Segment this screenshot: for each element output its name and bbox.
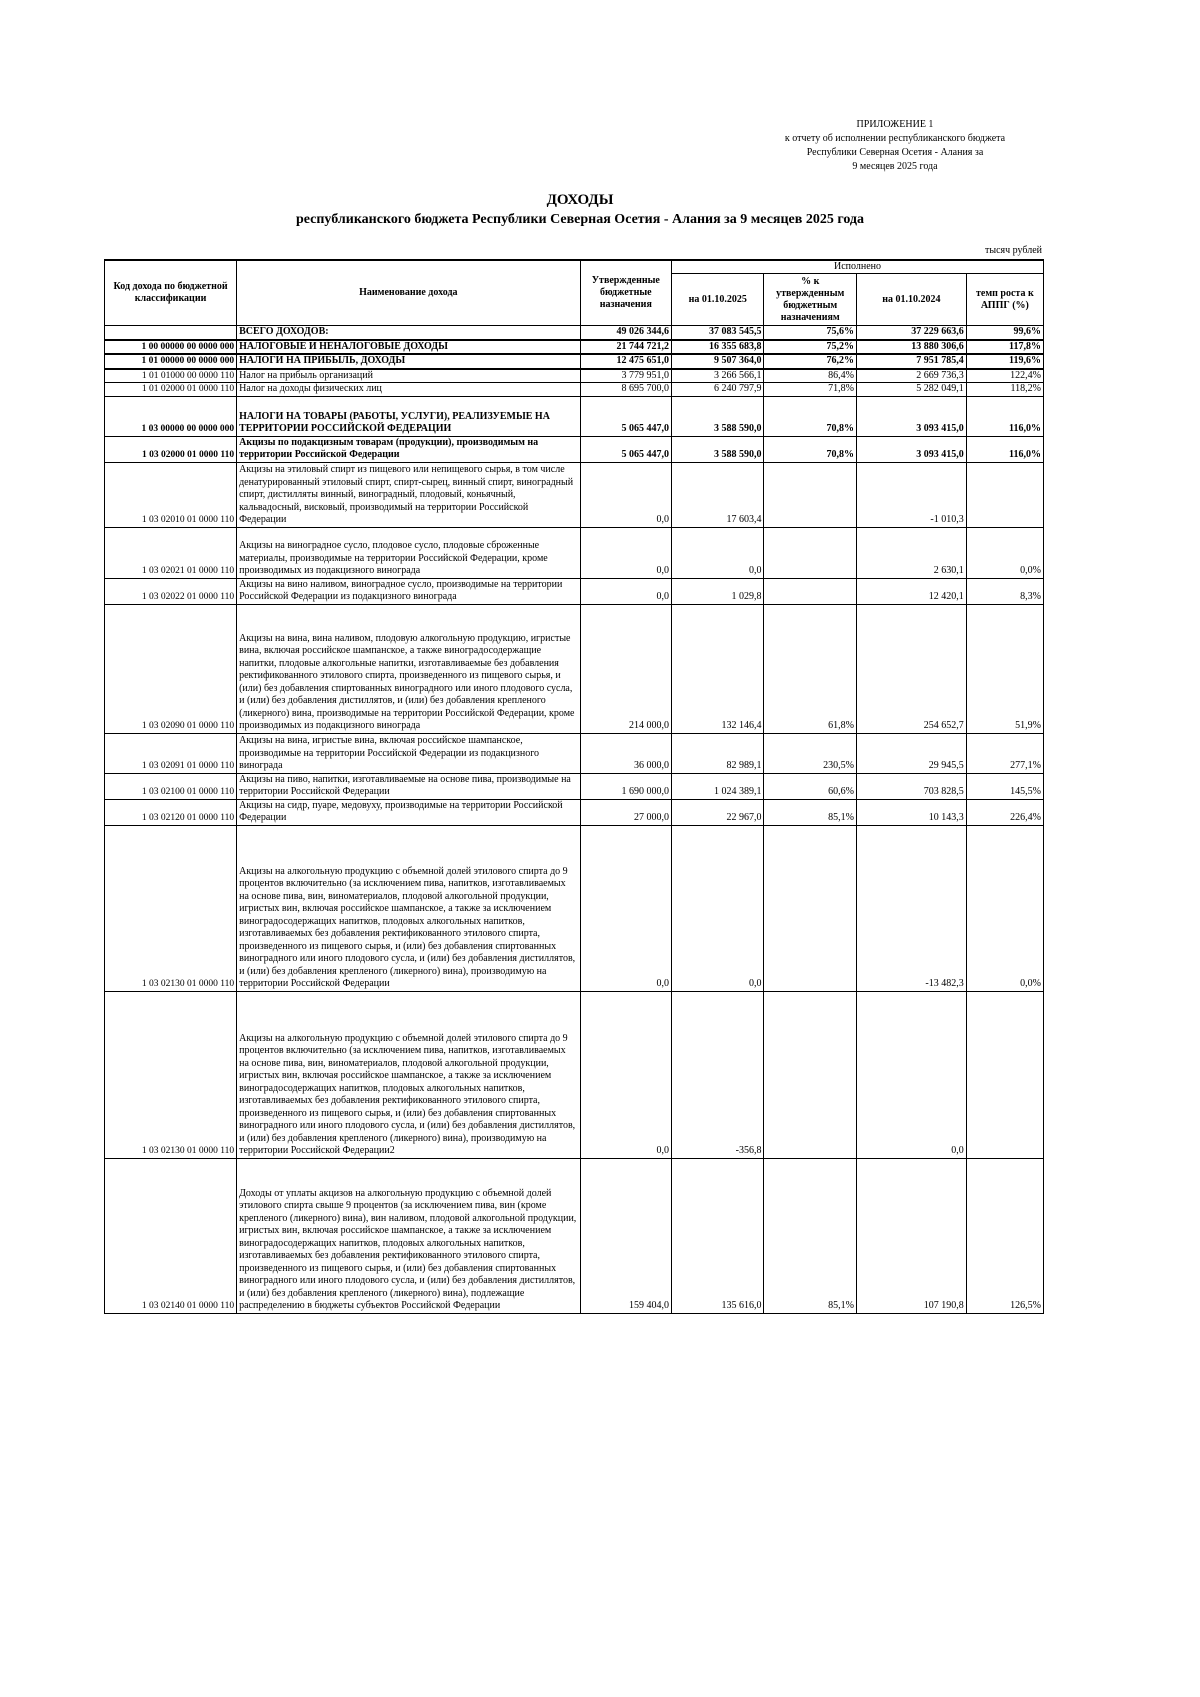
executed-2025-cell: 82 989,1 [672,733,764,773]
table-row [105,436,1044,462]
code-cell: 1 03 02090 01 0000 110 [105,604,237,733]
executed-2024-cell: 3 093 415,0 [856,436,966,462]
name-cell: НАЛОГИ НА ПРИБЫЛЬ, ДОХОДЫ [237,354,580,369]
executed-2025-cell: 1 029,8 [672,578,764,604]
percent-cell [764,991,856,1158]
executed-2024-cell: 37 229 663,6 [856,326,966,340]
percent-cell [764,825,856,991]
growth-cell: 126,5% [966,1158,1043,1313]
approved-cell: 0,0 [580,991,671,1158]
code-cell: 1 03 02120 01 0000 110 [105,799,237,825]
executed-2024-cell: 7 951 785,4 [856,354,966,369]
percent-cell: 76,2% [764,354,856,369]
executed-2024-cell: 10 143,3 [856,799,966,825]
table-row [105,733,1044,773]
table-row [105,340,1044,355]
revenue-table [104,259,1044,1314]
name-cell: Акцизы на этиловый спирт из пищевого или непищевого сырья, в том числе денатурированный этиловый спирт, спирт-сырец, винный спирт, виноградный спирт, дистилляты винный, виноградный, плодовый, коньячный, кальвадосный, висковый, производимый на территории Российской Федерации [237,462,580,527]
executed-2025-cell: 1 024 389,1 [672,773,764,799]
table-header [105,260,1044,326]
code-cell: 1 01 01000 00 0000 110 [105,369,237,383]
growth-cell [966,462,1043,527]
approved-cell: 0,0 [580,825,671,991]
title-main: ДОХОДЫ [546,192,614,208]
percent-cell: 75,2% [764,340,856,355]
executed-2024-cell: 29 945,5 [856,733,966,773]
executed-2025-cell: 16 355 683,8 [672,340,764,355]
growth-cell: 145,5% [966,773,1043,799]
executed-2025-cell: 22 967,0 [672,799,764,825]
executed-2025-cell: 0,0 [672,825,764,991]
executed-2025-cell: 6 240 797,9 [672,383,764,397]
executed-2025-cell: 17 603,4 [672,462,764,527]
growth-cell: 119,6% [966,354,1043,369]
approved-cell: 5 065 447,0 [580,396,671,436]
percent-cell: 61,8% [764,604,856,733]
executed-2024-cell: 107 190,8 [856,1158,966,1313]
growth-cell: 226,4% [966,799,1043,825]
executed-2025-cell: 135 616,0 [672,1158,764,1313]
growth-cell: 0,0% [966,825,1043,991]
growth-cell: 8,3% [966,578,1043,604]
executed-2024-cell: 2 669 736,3 [856,369,966,383]
name-cell: Налог на прибыль организаций [237,369,580,383]
growth-cell: 0,0% [966,527,1043,578]
percent-cell: 230,5% [764,733,856,773]
table-row [105,396,1044,436]
header-approved: Утвержденные бюджетные назначения [580,260,671,326]
name-cell: ВСЕГО ДОХОДОВ: [237,326,580,340]
executed-2024-cell: 703 828,5 [856,773,966,799]
code-cell: 1 03 02022 01 0000 110 [105,578,237,604]
appendix-line-3: Республики Северная Осетия - Алания за [806,147,984,158]
executed-2024-cell: 13 880 306,6 [856,340,966,355]
executed-2025-cell: 3 588 590,0 [672,396,764,436]
table-row [105,527,1044,578]
executed-2025-cell: -356,8 [672,991,764,1158]
growth-cell: 51,9% [966,604,1043,733]
approved-cell: 1 690 000,0 [580,773,671,799]
header-on-2025: на 01.10.2025 [672,274,764,326]
header-growth: темп роста к АППГ (%) [966,274,1043,326]
approved-cell: 8 695 700,0 [580,383,671,397]
executed-2025-cell: 3 266 566,1 [672,369,764,383]
name-cell: Акцизы на вина, вина наливом, плодовую алкогольную продукцию, игристые вина, включая российское шампанское, а также виноградосодержащие напитки, плодовые алкогольные напитки, изготавливаемые без добавления ректификованного этилового спирта, произведенного из пищевого сырья, и (или) без добавления спиртованных виноградного или иного плодового сусла, и (или) без добавления дистиллятов, и (или) без добавления крепленого (ликерного) вина, производимые на территории Российской Федерации, кроме производимых из подакцизного винограда [237,604,580,733]
executed-2024-cell: -13 482,3 [856,825,966,991]
percent-cell: 85,1% [764,1158,856,1313]
units-label: тысяч рублей [984,245,1042,256]
executed-2024-cell: -1 010,3 [856,462,966,527]
name-cell: Акцизы на виноградное сусло, плодовое сусло, плодовые сброженные материалы, производимые на территории Российской Федерации, кроме производимых из подакцизного винограда [237,527,580,578]
table-row [105,383,1044,397]
title-subtitle: республиканского бюджета Республики Северная Осетия - Алания за 9 месяцев 2025 года [295,212,865,227]
appendix-line-2: к отчету об исполнении республиканского бюджета [784,133,1006,144]
code-cell: 1 01 02000 01 0000 110 [105,383,237,397]
appendix-line-1: ПРИЛОЖЕНИЕ 1 [856,119,934,130]
growth-cell: 99,6% [966,326,1043,340]
percent-cell: 86,4% [764,369,856,383]
executed-2024-cell: 12 420,1 [856,578,966,604]
table-row [105,1158,1044,1313]
name-cell: Акцизы на алкогольную продукцию с объемной долей этилового спирта до 9 процентов включительно (за исключением пива, напитков, изготавливаемых на основе пива, вин, виноматериалов, плодовой алкогольной продукции, игристых вин, включая российское шампанское, а также за исключением виноградосодержащих напитков, плодовых алкогольных напитков, изготавливаемых без добавления ректификованного этилового спирта, произведенного из пищевого сырья, и (или) без добавления спиртованных виноградного или иного плодового сусла, и (или) без добавления дистиллятов, и (или) без добавления крепленого (ликерного) вина), производимую на территории Российской Федерации2 [237,991,580,1158]
executed-2025-cell: 9 507 364,0 [672,354,764,369]
percent-cell: 60,6% [764,773,856,799]
header-code: Код дохода по бюджетной классификации [105,260,237,326]
code-cell: 1 03 02100 01 0000 110 [105,773,237,799]
table-row [105,578,1044,604]
growth-cell: 277,1% [966,733,1043,773]
executed-2024-cell: 2 630,1 [856,527,966,578]
code-cell: 1 03 02130 01 0000 110 [105,825,237,991]
table-row [105,991,1044,1158]
table-row [105,462,1044,527]
code-cell: 1 03 02021 01 0000 110 [105,527,237,578]
approved-cell: 5 065 447,0 [580,436,671,462]
growth-cell: 118,2% [966,383,1043,397]
code-cell: 1 03 00000 00 0000 000 [105,396,237,436]
name-cell: Акцизы на вино наливом, виноградное сусло, производимые на территории Российской Федерации из подакцизного винограда [237,578,580,604]
executed-2024-cell: 254 652,7 [856,604,966,733]
executed-2024-cell: 0,0 [856,991,966,1158]
table-row [105,799,1044,825]
header-pct: % к утвержденным бюджетным назначениям [764,274,856,326]
code-cell: 1 03 02130 01 0000 110 [105,991,237,1158]
table-row [105,825,1044,991]
growth-cell: 116,0% [966,436,1043,462]
approved-cell: 159 404,0 [580,1158,671,1313]
code-cell: 1 01 00000 00 0000 000 [105,354,237,369]
table-row [105,369,1044,383]
name-cell: Налог на доходы физических лиц [237,383,580,397]
table-row [105,326,1044,340]
name-cell: Доходы от уплаты акцизов на алкогольную продукцию с объемной долей этилового спирта свыше 9 процентов (за исключением пива, вин (кроме крепленого (ликерного) вина), вин наливом, плодовой алкогольной продукции, игристых вин, включая российское шампанское, а также за исключением виноградосодержащих напитков, плодовых алкогольных напитков, изготавливаемых без добавления ректификованного этилового спирта, произведенного из пищевого сырья, и (или) без добавления спиртованных виноградного или иного плодового сусла, и (или) без добавления дистиллятов, и (или) без добавления крепленого (ликерного) вина), подлежащие распределению в бюджеты субъектов Российской Федерации [237,1158,580,1313]
executed-2025-cell: 0,0 [672,527,764,578]
name-cell: Акцизы по подакцизным товарам (продукции), производимым на территории Российской Федерации [237,436,580,462]
approved-cell: 27 000,0 [580,799,671,825]
header-on-2024: на 01.10.2024 [856,274,966,326]
name-cell: НАЛОГОВЫЕ И НЕНАЛОГОВЫЕ ДОХОДЫ [237,340,580,355]
growth-cell: 117,8% [966,340,1043,355]
approved-cell: 0,0 [580,462,671,527]
document-title [0,190,1160,230]
executed-2024-cell: 3 093 415,0 [856,396,966,436]
percent-cell: 75,6% [764,326,856,340]
table-row [105,354,1044,369]
table-row [105,773,1044,799]
growth-cell: 116,0% [966,396,1043,436]
percent-cell [764,578,856,604]
name-cell: Акцизы на пиво, напитки, изготавливаемые на основе пива, производимые на территории Российской Федерации [237,773,580,799]
code-cell [105,326,237,340]
code-cell: 1 03 02140 01 0000 110 [105,1158,237,1313]
table-body [105,326,1044,1314]
executed-2025-cell: 132 146,4 [672,604,764,733]
name-cell: Акцизы на сидр, пуаре, медовуху, производимые на территории Российской Федерации [237,799,580,825]
code-cell: 1 03 02010 01 0000 110 [105,462,237,527]
approved-cell: 3 779 951,0 [580,369,671,383]
executed-2024-cell: 5 282 049,1 [856,383,966,397]
appendix-note [720,118,1070,174]
approved-cell: 36 000,0 [580,733,671,773]
name-cell: НАЛОГИ НА ТОВАРЫ (РАБОТЫ, УСЛУГИ), РЕАЛИЗУЕМЫЕ НА ТЕРРИТОРИИ РОССИЙСКОЙ ФЕДЕРАЦИИ [237,396,580,436]
growth-cell: 122,4% [966,369,1043,383]
growth-cell [966,991,1043,1158]
approved-cell: 12 475 651,0 [580,354,671,369]
code-cell: 1 00 00000 00 0000 000 [105,340,237,355]
percent-cell: 70,8% [764,436,856,462]
approved-cell: 49 026 344,6 [580,326,671,340]
header-executed: Исполнено [672,260,1044,274]
executed-2025-cell: 37 083 545,5 [672,326,764,340]
name-cell: Акцизы на алкогольную продукцию с объемной долей этилового спирта до 9 процентов включительно (за исключением пива, напитков, изготавливаемых на основе пива, вин, виноматериалов, плодовой алкогольной продукции, игристых вин, включая российское шампанское, а также за исключением виноградосодержащих напитков, плодовых алкогольных напитков, изготавливаемых без добавления ректификованного этилового спирта, произведенного из пищевого сырья, и (или) без добавления спиртованных виноградного или иного плодового сусла, и (или) без добавления дистиллятов, и (или) без добавления крепленого (ликерного) вина), производимую на территории Российской Федерации [237,825,580,991]
approved-cell: 0,0 [580,578,671,604]
header-name: Наименование дохода [237,260,580,326]
approved-cell: 0,0 [580,527,671,578]
code-cell: 1 03 02091 01 0000 110 [105,733,237,773]
approved-cell: 214 000,0 [580,604,671,733]
percent-cell: 85,1% [764,799,856,825]
name-cell: Акцизы на вина, игристые вина, включая российское шампанское, производимые на территории Российской Федерации из подакцизного винограда [237,733,580,773]
appendix-line-4: 9 месяцев 2025 года [852,161,938,172]
percent-cell [764,462,856,527]
executed-2025-cell: 3 588 590,0 [672,436,764,462]
percent-cell [764,527,856,578]
table-row [105,604,1044,733]
percent-cell: 70,8% [764,396,856,436]
code-cell: 1 03 02000 01 0000 110 [105,436,237,462]
approved-cell: 21 744 721,2 [580,340,671,355]
percent-cell: 71,8% [764,383,856,397]
